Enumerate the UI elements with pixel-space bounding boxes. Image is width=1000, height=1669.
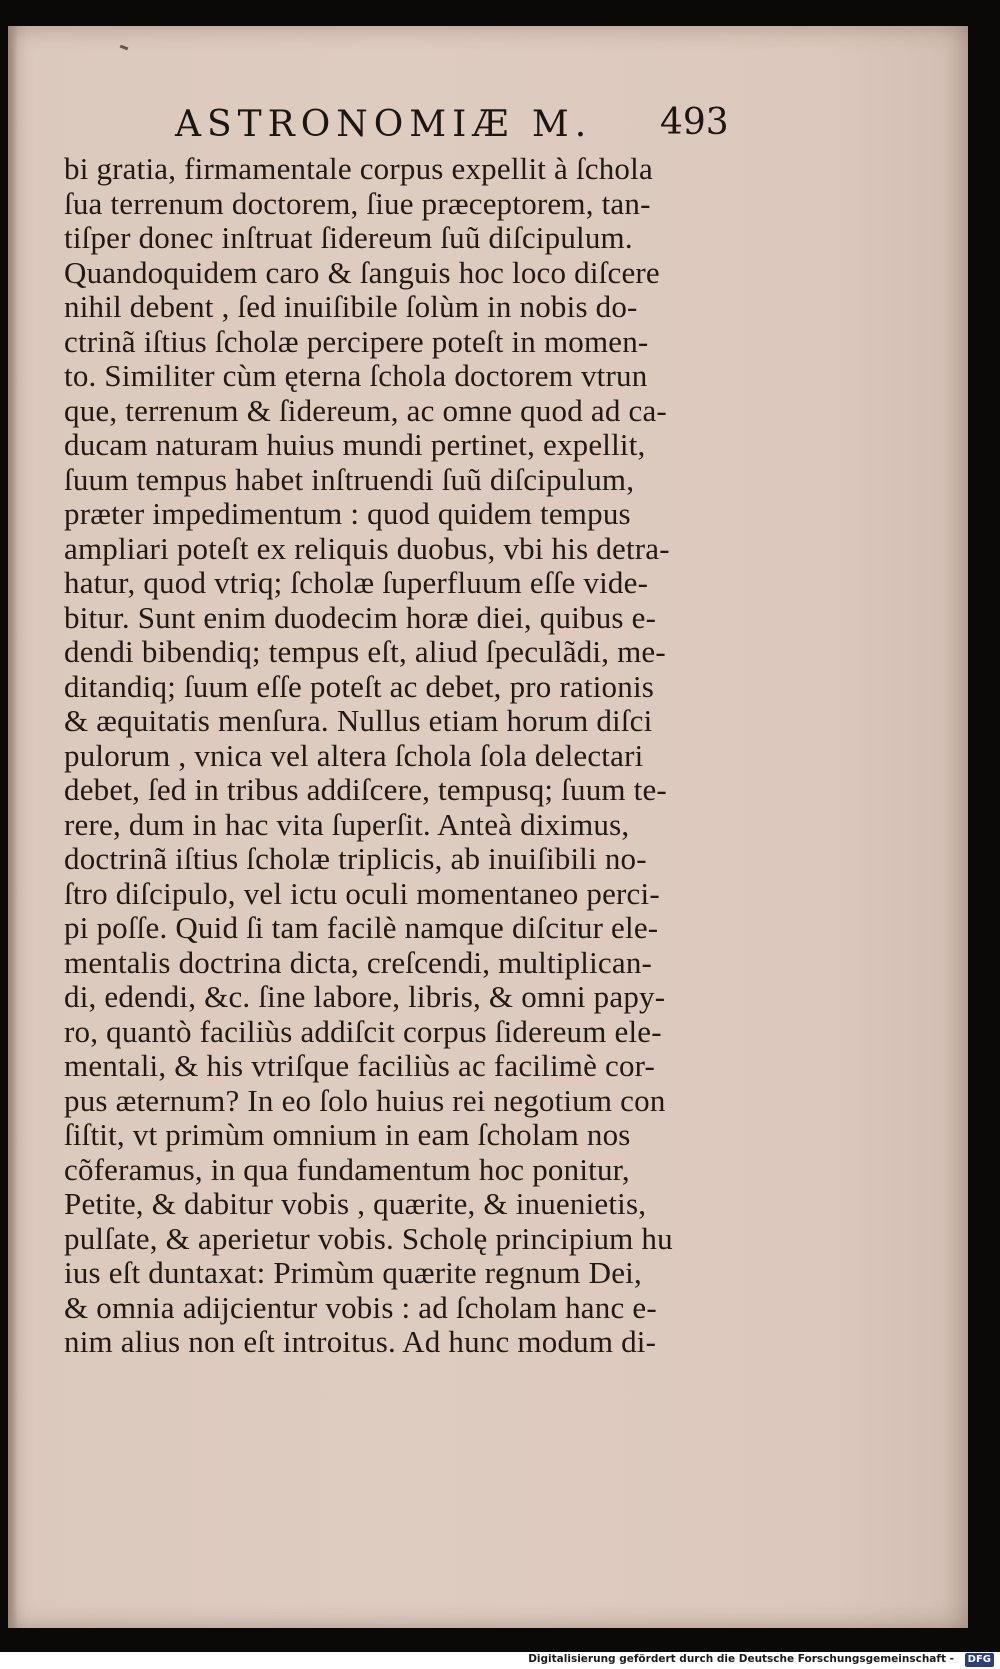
ink-mark xyxy=(120,45,129,51)
text-line: pi poſſe. Quid ſi tam facilè namque diſcitur ele- xyxy=(64,910,659,945)
text-line: to. Similiter cùm ęterna ſchola doctorem vtrun xyxy=(64,358,648,393)
running-title: ASTRONOMIÆ M. xyxy=(175,104,593,145)
text-line: bitur. Sunt enim duodecim horæ diei, quibus e- xyxy=(64,599,657,635)
page-number: 493 xyxy=(660,102,729,143)
text-line: ſua terrenum doctorem, ſiue præceptorem, tan- xyxy=(64,185,651,221)
body-text xyxy=(64,152,784,1360)
text-line: mentalis doctrina dicta, creſcendi, multiplican- xyxy=(64,944,653,980)
text-line: hatur, quod vtriq; ſcholæ ſuperfluum eſſe vide- xyxy=(64,565,649,600)
funding-credit: Digitalisierung gefördert durch die Deutsche Forschungsgemeinschaft - xyxy=(528,1653,954,1665)
text-line: mentali, & his vtriſque faciliùs ac facilimè cor- xyxy=(64,1048,656,1083)
text-line: cõferamus, in qua fundamentum hoc ponitur, xyxy=(64,1151,630,1187)
text-line: ducam naturam huius mundi pertinet, expellit, xyxy=(64,427,646,462)
text-line: nihil debent , ſed inuiſibile ſolùm in nobis do- xyxy=(64,289,638,324)
page-edge-shadow xyxy=(8,26,18,1628)
text-line: ſtro diſcipulo, vel ictu oculi momentaneo perci- xyxy=(64,875,660,911)
text-line: ampliari poteſt ex reliquis duobus, vbi his detra- xyxy=(64,530,670,566)
text-line: Petite, & dabitur vobis , quærite, & inuenietis, xyxy=(64,1186,647,1221)
text-line: ſiſtit, vt primùm omnium in eam ſcholam nos xyxy=(64,1117,631,1152)
text-line: pulſate, & aperietur vobis. Scholę principium hu xyxy=(64,1220,673,1256)
text-line: rere, dum in hac vita ſuperſit. Anteà diximus, xyxy=(64,806,630,842)
text-line: doctrinã iſtius ſcholæ triplicis, ab inuiſibili no- xyxy=(64,841,647,876)
text-line: bi gratia, firmamentale corpus expellit à ſchola xyxy=(64,151,653,186)
text-line: ſuum tempus habet inſtruendi ſuũ diſcipulum, xyxy=(64,461,635,497)
text-line: & omnia adijcientur vobis : ad ſcholam hanc e- xyxy=(64,1289,657,1325)
text-line: dendi bibendiq; tempus eſt, aliud ſpeculãdi, me- xyxy=(64,634,666,669)
text-line: di, edendi, &c. ſine labore, libris, & omni papy- xyxy=(64,979,666,1014)
text-line: pus æternum? In eo ſolo huius rei negotium con xyxy=(64,1082,666,1118)
text-line: & æquitatis menſura. Nullus etiam horum diſci xyxy=(64,703,653,738)
text-line: ditandiq; ſuum eſſe poteſt ac debet, pro rationis xyxy=(64,668,655,704)
text-line: Quandoquidem caro & ſanguis hoc loco diſcere xyxy=(64,254,660,290)
text-line: pulorum , vnica vel altera ſchola ſola delectari xyxy=(64,737,644,773)
text-line: præter impedimentum : quod quidem tempus xyxy=(64,496,631,531)
text-line: ctrinã iſtius ſcholæ percipere poteſt in momen- xyxy=(64,323,649,359)
text-line: nim alius non eſt introitus. Ad hunc modum di- xyxy=(64,1324,657,1359)
dfg-logo: DFG xyxy=(965,1653,994,1667)
text-line: que, terrenum & ſidereum, ac omne quod ad ca- xyxy=(64,392,667,428)
text-line: ro, quantò faciliùs addiſcit corpus ſidereum ele- xyxy=(64,1013,662,1049)
text-line: tiſper donec inſtruat ſidereum ſuũ diſcipulum. xyxy=(64,220,633,255)
text-line: debet, ſed in tribus addiſcere, tempusq; ſuum te- xyxy=(64,772,667,807)
text-line: ius eſt duntaxat: Primùm quærite regnum Dei, xyxy=(64,1255,642,1290)
